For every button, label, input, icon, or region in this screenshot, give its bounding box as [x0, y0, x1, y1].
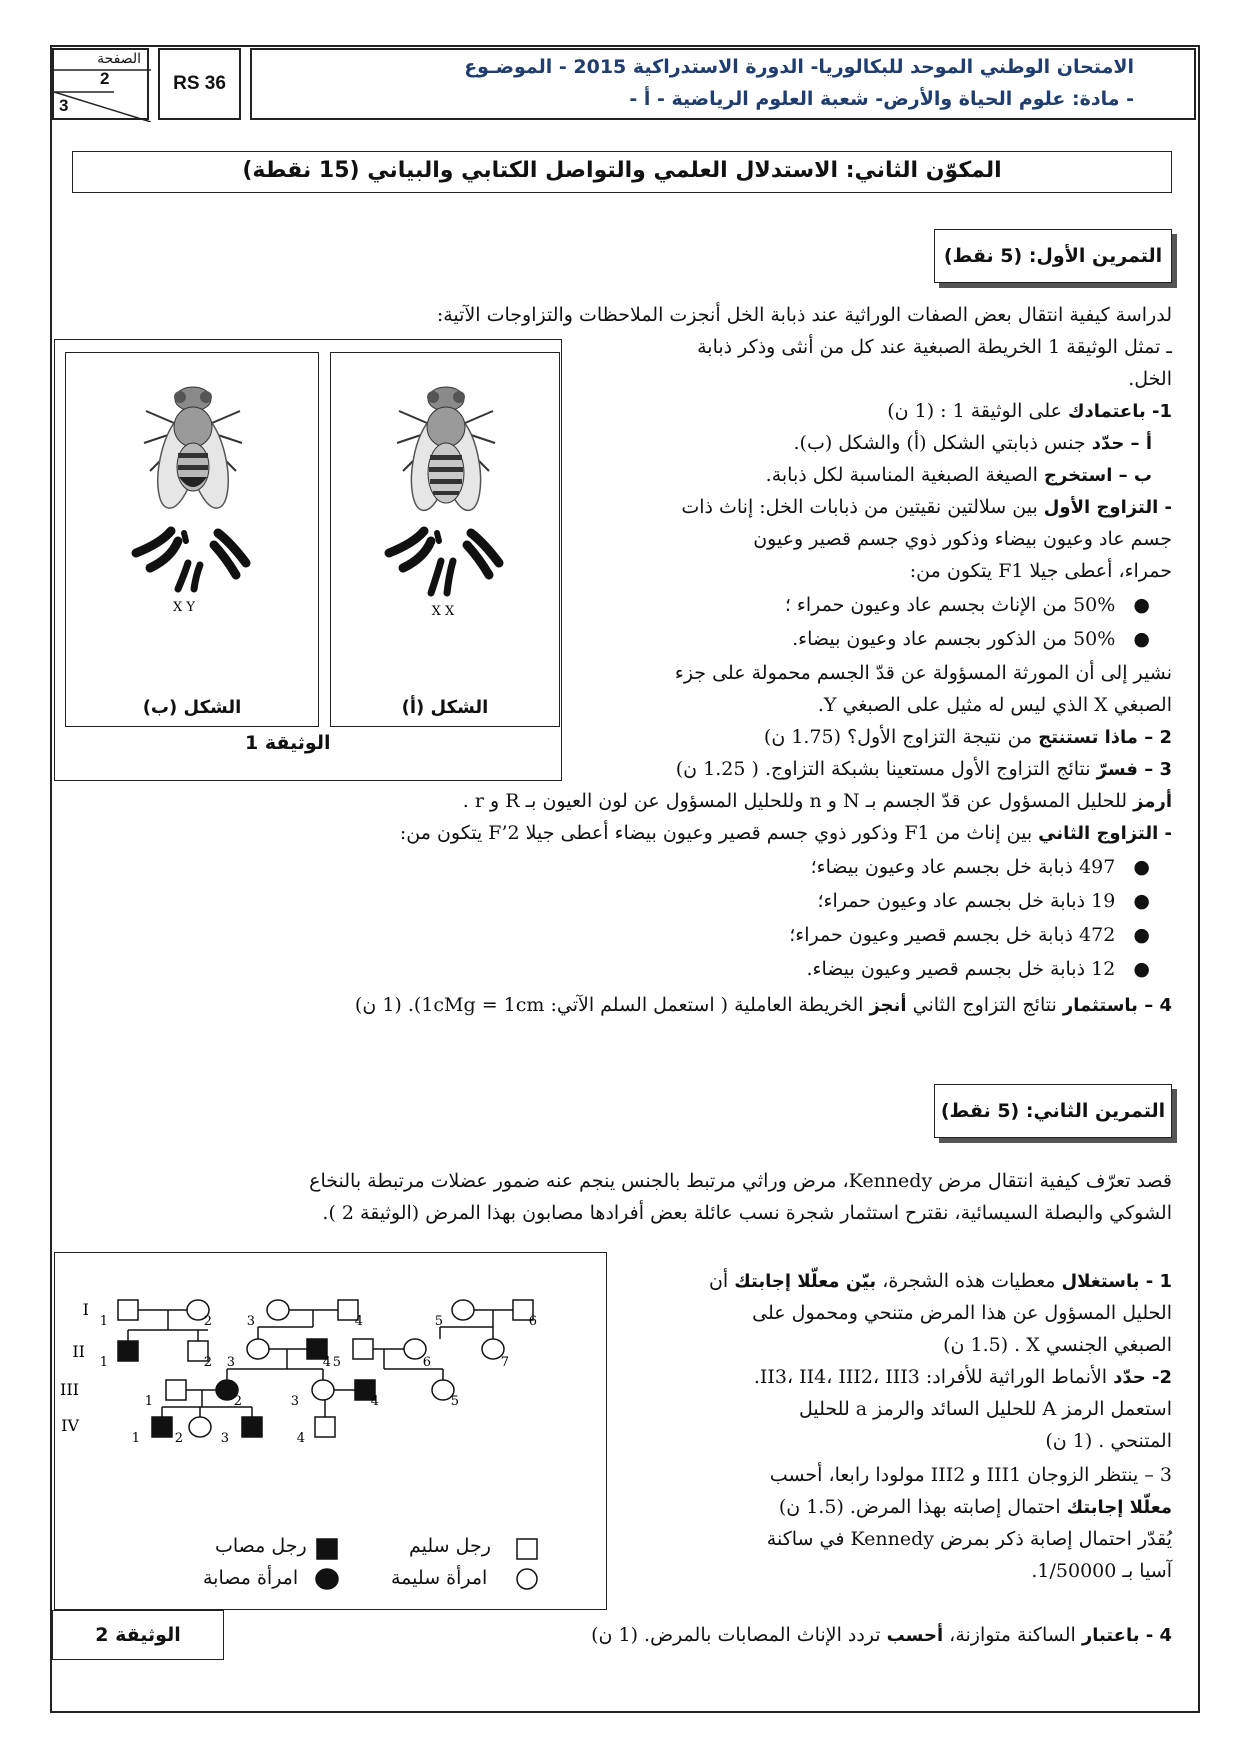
cross-1 [681, 492, 1172, 523]
num-I2: 2 [203, 1314, 212, 1329]
ex2-q4-text: تردد الإناث المصابات بالمرض. (1 ن) [591, 1624, 887, 1646]
question-4 [355, 990, 1172, 1021]
cross-2-lead: - التزاوج الثاني [1038, 823, 1172, 844]
symbol-lead: أرمز [1133, 791, 1172, 812]
gen-label-II: II [72, 1342, 85, 1361]
ex2-q4-mid: الساكنة متوازنة، [943, 1624, 1082, 1646]
document-2-label: الوثيقة 2 [52, 1610, 224, 1660]
header-line-2: - مادة: علوم الحياة والأرض- شعبة العلوم الرياضية - أ - [629, 88, 1134, 110]
gen-label-III: III [60, 1380, 79, 1399]
num-II3: 3 [226, 1355, 235, 1370]
ex2-q2-text: الأنماط الوراثية للأفراد: II3، II4، III2، III3. [753, 1366, 1114, 1388]
doc-description-1: ـ تمثل الوثيقة 1 الخريطة الصبغية عند كل من أنثى وذكر ذبابة [697, 336, 1172, 358]
header-line-1: الامتحان الوطني الموحد للبكالوريا- الدورة الاستدراكية 2015 - الموضـوع [464, 56, 1134, 78]
num-I5: 5 [434, 1314, 443, 1329]
num-IV4: 4 [296, 1431, 305, 1446]
num-II1: 1 [99, 1355, 108, 1370]
num-IV3: 3 [220, 1431, 229, 1446]
II3-healthy-female [247, 1339, 269, 1359]
ex2-q1-mid: معطيات هذه الشجرة، [876, 1270, 1062, 1292]
num-II2: 2 [203, 1355, 212, 1370]
ex2-q1-line-2: الحليل المسؤول عن هذا المرض متنحي ومحمول على [752, 1302, 1172, 1324]
num-III5: 5 [450, 1394, 459, 1409]
num-III2: 2 [233, 1394, 242, 1409]
question-3 [676, 754, 1172, 785]
IV4-healthy-male [315, 1417, 335, 1437]
male-chromosomes [136, 531, 246, 589]
note-line-1: نشير إلى أن المورثة المسؤولة عن قدّ الجسم محمولة على جزء [674, 662, 1172, 684]
num-I1: 1 [99, 1314, 108, 1329]
ex2-q1-line-3: الصبغي الجنسي X . (1.5 ن) [943, 1334, 1172, 1356]
cross-1-line-3: حمراء، أعطى جيلا F1 يتكون من: [909, 560, 1172, 582]
I1-healthy-male [118, 1300, 138, 1320]
cross-1-result-1: ● 50% من الإناث بجسم عاد وعيون حمراء ؛ [784, 594, 1150, 616]
question-1a-lead: أ – حدّد [1091, 433, 1152, 454]
I3-healthy-female [267, 1300, 289, 1320]
num-III1: 1 [144, 1394, 153, 1409]
pedigree-chart [55, 1253, 606, 1609]
female-fly-icon [397, 387, 495, 513]
num-II7: 7 [500, 1355, 509, 1370]
ex2-q4-bold: أحسب [886, 1625, 944, 1646]
page-number: 2 [100, 69, 110, 88]
doc-description-2: الخل. [1128, 368, 1172, 390]
legend-healthy-female-icon [517, 1569, 537, 1589]
num-IV1: 1 [131, 1431, 140, 1446]
num-II5: 5 [332, 1355, 341, 1370]
question-1b-text: الصيغة الصبغية المناسبة لكل ذبابة. [765, 464, 1045, 486]
cross-2-result-2-text: 19 ذبابة خل بجسم عاد وعيون حمراء؛ [817, 890, 1116, 912]
ex2-q3-text: احتمال إصابته بهذا المرض. (1.5 ن) [778, 1496, 1067, 1518]
ex2-question-3: 3 – ينتظر الزوجان III1 و III2 مولودا رابعا، أحسب [769, 1464, 1172, 1486]
question-4-text: الخريطة العاملية ( استعمل السلم الآتي: 1cMg = 1cm). (1 ن) [354, 994, 870, 1016]
exam-code: RS 36 [158, 48, 241, 120]
gen-label-I: I [82, 1300, 89, 1319]
document-1-label: الوثيقة 1 [245, 732, 331, 754]
cross-2-result-4-text: 12 ذبابة خل بجسم قصير وعيون بيضاء. [806, 958, 1116, 980]
cross-2-result-3: ● 472 ذبابة خل بجسم قصير وعيون حمراء؛ [789, 924, 1150, 946]
document-2 [54, 1252, 607, 1610]
ex2-question-2 [754, 1362, 1172, 1393]
question-1b [766, 460, 1152, 491]
question-3-text: نتائج التزاوج الأول مستعينا بشبكة التزاوج. ( 1.25 ن) [675, 758, 1097, 780]
ex2-q2-line-2: استعمل الرمز A للحليل السائد والرمز a للحليل [799, 1398, 1172, 1420]
question-2-text: من نتيجة التزاوج الأول؟ (1.75 ن) [763, 726, 1039, 748]
question-2 [764, 722, 1172, 753]
exercise-1-intro: لدراسة كيفية انتقال بعض الصفات الوراثية عند ذبابة الخل أنجزت الملاحظات والتزاوجات الآتية: [436, 304, 1172, 326]
num-III4: 4 [370, 1394, 379, 1409]
question-1 [887, 396, 1172, 427]
num-I6: 6 [528, 1314, 537, 1329]
cross-1-text: بين سلالتين نقيتين من ذبابات الخل: إناث ذات [681, 496, 1044, 518]
III3-healthy-female [312, 1380, 334, 1400]
num-II4: 4 [322, 1355, 331, 1370]
ex2-q1-bold: بيّن معلّلا إجابتك [734, 1271, 877, 1292]
ex2-q3-line-4: آسيا بـ 1/50000. [1031, 1560, 1172, 1582]
IV2-healthy-female [189, 1417, 211, 1437]
cross-2 [400, 818, 1172, 849]
male-fly-figure [66, 353, 318, 673]
ex2-question-4 [591, 1620, 1172, 1651]
ex2-q1-lead: 1 - باستغلال [1061, 1271, 1172, 1292]
cross-2-result-1-text: 497 ذبابة خل بجسم عاد وعيون بيضاء؛ [810, 856, 1116, 878]
female-chromosomes [389, 531, 499, 593]
ex2-q3-bold: معلّلا إجابتك [1066, 1497, 1172, 1518]
question-2-lead: 2 – ماذا تستنتج [1038, 727, 1172, 748]
I5-healthy-female [452, 1300, 474, 1320]
ex2-q3-line-2 [779, 1492, 1172, 1523]
ex2-q3-line-3: يُقدّر احتمال إصابة ذكر بمرض Kennedy في ساكنة [766, 1528, 1172, 1550]
cross-2-result-1: ● 497 ذبابة خل بجسم عاد وعيون بيضاء؛ [810, 856, 1150, 878]
document-1 [54, 339, 562, 781]
IV3-affected-male [242, 1417, 262, 1437]
figure-b-caption: الشكل (ب) [142, 697, 242, 718]
legend-healthy-man: رجل سليم [409, 1535, 491, 1557]
question-4-lead: 4 – باستثمار [1062, 995, 1172, 1016]
note-line-2: الصبغي X الذي ليس له مثيل على الصبغي Y. [817, 694, 1172, 716]
figure-a-panel [330, 352, 560, 727]
question-1a [794, 428, 1152, 459]
legend-affected-woman: امرأة مصابة [203, 1567, 299, 1589]
legend-healthy-woman: امرأة سليمة [391, 1567, 488, 1589]
page-total: 3 [59, 96, 69, 115]
II5-healthy-male [353, 1339, 373, 1359]
gen-label-IV: IV [61, 1416, 79, 1435]
figure-a-caption: الشكل (أ) [401, 697, 489, 718]
cross-1-lead: - التزاوج الأول [1043, 497, 1172, 518]
question-1a-text: جنس ذبابتي الشكل (أ) والشكل (ب). [793, 432, 1092, 454]
cross-1-result-1-text: 50% من الإناث بجسم عاد وعيون حمراء ؛ [784, 594, 1116, 616]
ex2-question-1 [709, 1266, 1172, 1297]
exercise-1-title: التمرين الأول: (5 نقط) [934, 229, 1172, 283]
female-chromosome-label: X X [431, 604, 455, 619]
question-1-lead: 1- باعتمادك [1068, 401, 1172, 422]
generation-labels [60, 1300, 89, 1435]
page-number-box [52, 48, 149, 120]
cross-2-result-2: ● 19 ذبابة خل بجسم عاد وعيون حمراء؛ [817, 890, 1150, 912]
legend-affected-man: رجل مصاب [215, 1535, 307, 1557]
II1-affected-male [118, 1341, 138, 1361]
legend-affected-male-icon [317, 1539, 337, 1559]
male-fly-icon [144, 387, 242, 512]
IV1-affected-male [152, 1417, 172, 1437]
question-4-bold: أنجز [869, 995, 907, 1016]
num-IV2: 2 [174, 1431, 183, 1446]
symbol-text: للحليل المسؤول عن قدّ الجسم بـ N و n وللحليل المسؤول عن لون العيون بـ R و r . [462, 790, 1134, 812]
question-1-text: على الوثيقة 1 : (1 ن) [887, 400, 1068, 422]
ex2-q2-lead: 2- حدّد [1113, 1367, 1172, 1388]
num-I4: 4 [354, 1314, 363, 1329]
ex2-q4-lead: 4 - باعتبار [1081, 1625, 1172, 1646]
III1-healthy-male [166, 1380, 186, 1400]
symbol-instruction [463, 786, 1172, 817]
num-III3: 3 [290, 1394, 299, 1409]
exercise-2-title: التمرين الثاني: (5 نقط) [934, 1084, 1172, 1138]
ex2-q1-text: أن [708, 1270, 735, 1292]
cross-2-text: بين إناث من F1 وذكور ذوي جسم قصير وعيون بيضاء أعطى جيلا F’2 يتكون من: [399, 822, 1039, 844]
female-fly-figure [331, 353, 559, 673]
cross-1-result-2: ● 50% من الذكور بجسم عاد وعيون بيضاء. [792, 628, 1150, 650]
exercise-2-intro-1: قصد تعرّف كيفية انتقال مرض Kennedy، مرض وراثي مرتبط بالجنس ينجم عنه ضمور عضلات مرتبطة بالنخاع [309, 1170, 1172, 1192]
male-chromosome-label: X Y [173, 600, 195, 615]
cross-1-result-2-text: 50% من الذكور بجسم عاد وعيون بيضاء. [792, 628, 1116, 650]
section-title: المكوّن الثاني: الاستدلال العلمي والتواصل الكتابي والبياني (15 نقطة) [72, 151, 1172, 193]
header-title-box [250, 48, 1196, 120]
question-4-mid: نتائج التزاوج الثاني [906, 994, 1063, 1016]
num-I3: 3 [246, 1314, 255, 1329]
question-3-lead: 3 – فسرّ [1096, 759, 1172, 780]
page-label: الصفحة [97, 51, 141, 67]
cross-1-line-2: جسم عاد وعيون بيضاء وذكور ذوي جسم قصير وعيون [753, 528, 1172, 550]
exercise-2-intro-2: الشوكي والبصلة السيسائية، نقترح استثمار شجرة نسب عائلة بعض أفرادها مصابون بهذا المرض (الوثيقة 2 ). [322, 1202, 1172, 1224]
cross-2-result-4: ● 12 ذبابة خل بجسم قصير وعيون بيضاء. [806, 958, 1150, 980]
cross-2-result-3-text: 472 ذبابة خل بجسم قصير وعيون حمراء؛ [789, 924, 1116, 946]
legend-affected-female-icon [316, 1569, 338, 1589]
num-II6: 6 [422, 1355, 431, 1370]
ex2-q2-line-3: المتنحي . (1 ن) [1045, 1430, 1172, 1452]
legend-healthy-male-icon [517, 1539, 537, 1559]
question-1b-lead: ب – استخرج [1044, 465, 1152, 486]
figure-b-panel [65, 352, 319, 727]
